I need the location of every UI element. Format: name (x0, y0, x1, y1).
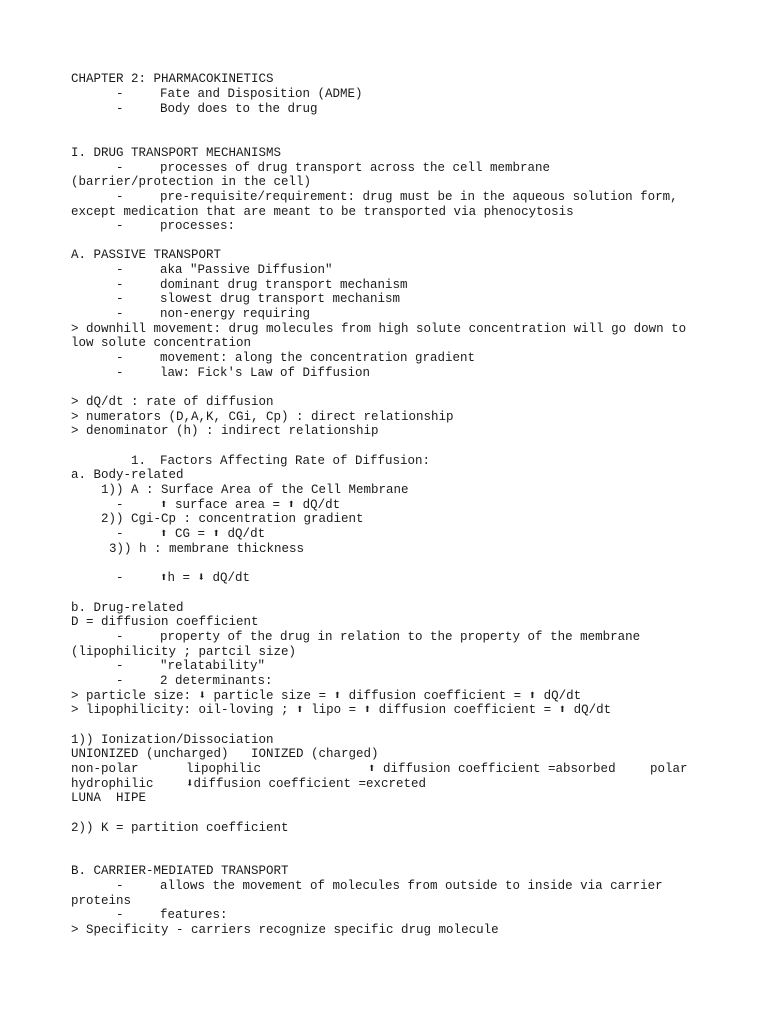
text-line: law: Fick's Law of Diffusion (160, 366, 371, 380)
text-line: ⬆ diffusion coefficient =absorbed (368, 762, 616, 776)
bullet-dash: - (116, 102, 124, 116)
text-line: (lipophilicity ; partcil size) (71, 645, 297, 659)
bullet-dash: - (116, 278, 124, 292)
text-line: lipophilic (186, 762, 262, 776)
section-heading: I. DRUG TRANSPORT MECHANISMS (71, 146, 282, 160)
text-line: except medication that are meant to be transported via phenocytosis (71, 205, 574, 219)
bullet-dash: - (116, 161, 124, 175)
text-line: "relatability" (160, 659, 266, 673)
text-line: 2)) Cgi-Cp : concentration gradient (101, 512, 364, 526)
section-heading: A. PASSIVE TRANSPORT (71, 248, 222, 262)
text-line: > Specificity - carriers recognize specific drug molecule (71, 923, 499, 937)
text-line: movement: along the concentration gradient (160, 351, 476, 365)
text-line: > particle size: ⬇ particle size = ⬆ diffusion coefficient = ⬆ dQ/dt (71, 689, 582, 703)
text-line: pre-requisite/requirement: drug must be in the aqueous solution form, (160, 190, 678, 204)
section-heading: B. CARRIER-MEDIATED TRANSPORT (71, 864, 289, 878)
list-number: 1. (131, 454, 147, 468)
text-line: ⬆h = ⬇ dQ/dt (160, 571, 251, 585)
text-line: LUNA HIPE (71, 791, 147, 805)
text-line: polar (650, 762, 688, 776)
chapter-title: CHAPTER 2: PHARMACOKINETICS (71, 72, 274, 86)
intro-line: Fate and Disposition (ADME) (160, 87, 363, 101)
subheading: 2)) K = partition coefficient (71, 821, 289, 835)
bullet-dash: - (116, 498, 124, 512)
text-line: non-energy requiring (160, 307, 311, 321)
text-line: proteins (71, 894, 132, 908)
text-line: ⬆ surface area = ⬆ dQ/dt (160, 498, 341, 512)
bullet-dash: - (116, 219, 124, 233)
bullet-dash: - (116, 674, 124, 688)
bullet-dash: - (116, 879, 124, 893)
text-line: > denominator (h) : indirect relationship (71, 424, 379, 438)
bullet-dash: - (116, 908, 124, 922)
bullet-dash: - (116, 527, 124, 541)
bullet-dash: - (116, 630, 124, 644)
text-line: > downhill movement: drug molecules from high solute concentration will go down to (71, 322, 687, 336)
subheading: a. Body-related (71, 468, 184, 482)
text-line: (barrier/protection in the cell) (71, 175, 312, 189)
text-line: hydrophilic (71, 777, 154, 791)
text-line: features: (160, 908, 228, 922)
text-line: dominant drug transport mechanism (160, 278, 408, 292)
text-line: processes: (160, 219, 236, 233)
text-line: 2 determinants: (160, 674, 273, 688)
subheading: b. Drug-related (71, 601, 184, 615)
text-line: aka "Passive Diffusion" (160, 263, 333, 277)
bullet-dash: - (116, 351, 124, 365)
text-line: low solute concentration (71, 336, 252, 350)
subheading: Factors Affecting Rate of Diffusion: (160, 454, 431, 468)
text-line: processes of drug transport across the cell membrane (160, 161, 551, 175)
text-line: allows the movement of molecules from outside to inside via carrier (160, 879, 663, 893)
text-line: property of the drug in relation to the property of the membrane (160, 630, 641, 644)
bullet-dash: - (116, 190, 124, 204)
bullet-dash: - (116, 87, 124, 101)
text-line: slowest drug transport mechanism (160, 292, 401, 306)
text-line: > lipophilicity: oil-loving ; ⬆ lipo = ⬆ diffusion coefficient = ⬆ dQ/dt (71, 703, 612, 717)
bullet-dash: - (116, 571, 124, 585)
text-line: D = diffusion coefficient (71, 615, 259, 629)
subheading: 1)) Ionization/Dissociation (71, 733, 274, 747)
text-line: ⬆ CG = ⬆ dQ/dt (160, 527, 266, 541)
bullet-dash: - (116, 659, 124, 673)
text-line: non-polar (71, 762, 139, 776)
text-line: ⬇diffusion coefficient =excreted (186, 777, 427, 791)
text-line: > numerators (D,A,K, CGi, Cp) : direct relationship (71, 410, 454, 424)
intro-line: Body does to the drug (160, 102, 318, 116)
text-line: 1)) A : Surface Area of the Cell Membrane (101, 483, 409, 497)
text-line: > dQ/dt : rate of diffusion (71, 395, 274, 409)
text-line: UNIONIZED (uncharged) IONIZED (charged) (71, 747, 379, 761)
bullet-dash: - (116, 307, 124, 321)
bullet-dash: - (116, 366, 124, 380)
bullet-dash: - (116, 263, 124, 277)
bullet-dash: - (116, 292, 124, 306)
text-line: 3)) h : membrane thickness (109, 542, 305, 556)
